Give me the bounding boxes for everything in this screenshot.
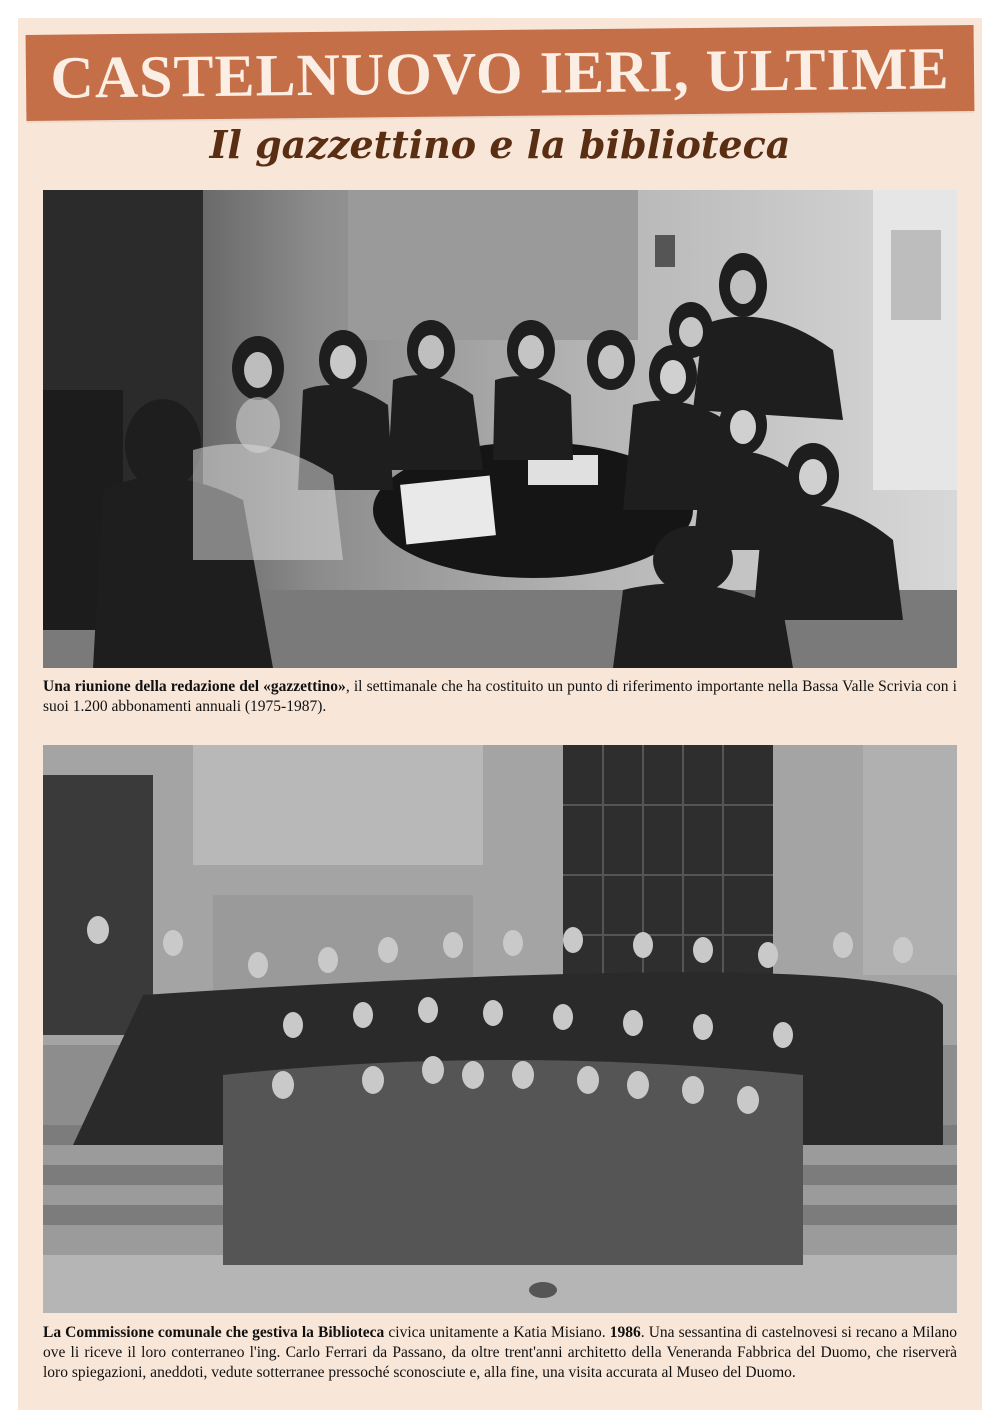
duomo-caption-text: . Una sessantina di castelnovesi si recano a Milano ove li riceve il loro conterraneo l'ing. Carlo Ferrari da Passano, da oltre trent'anni architetto della Veneranda Fabbrica del Duomo, che riserverà loro spiegazioni, aneddoti, vedute sotterranee pressoché sconosciute e, alla fine, una visita accurata al Museo del Duomo. [43, 1324, 957, 1381]
duomo-caption-mid: civica unitamente a Katia Misiano. [384, 1324, 610, 1341]
duomo-caption [43, 1323, 957, 1383]
meeting-caption-bold: Una riunione della redazione del «gazzettino» [43, 678, 346, 695]
title-banner [26, 25, 975, 121]
page-title: CASTELNUOVO IERI, ULTIME [50, 35, 950, 111]
duomo-caption-bold: La Commissione comunale che gestiva la Biblioteca [43, 1324, 385, 1341]
page-subtitle: Il gazzettino e la biblioteca [209, 122, 791, 167]
meeting-caption [43, 677, 957, 717]
meeting-photo [43, 190, 957, 668]
duomo-group-photo [43, 745, 957, 1313]
meeting-caption-text: , il settimanale che ha costituito un punto di riferimento importante nella Bassa Valle Scrivia con i suoi 1.200 abbonamenti annuali (1975-1987). [43, 678, 957, 715]
duomo-caption-year: 1986 [609, 1324, 641, 1341]
